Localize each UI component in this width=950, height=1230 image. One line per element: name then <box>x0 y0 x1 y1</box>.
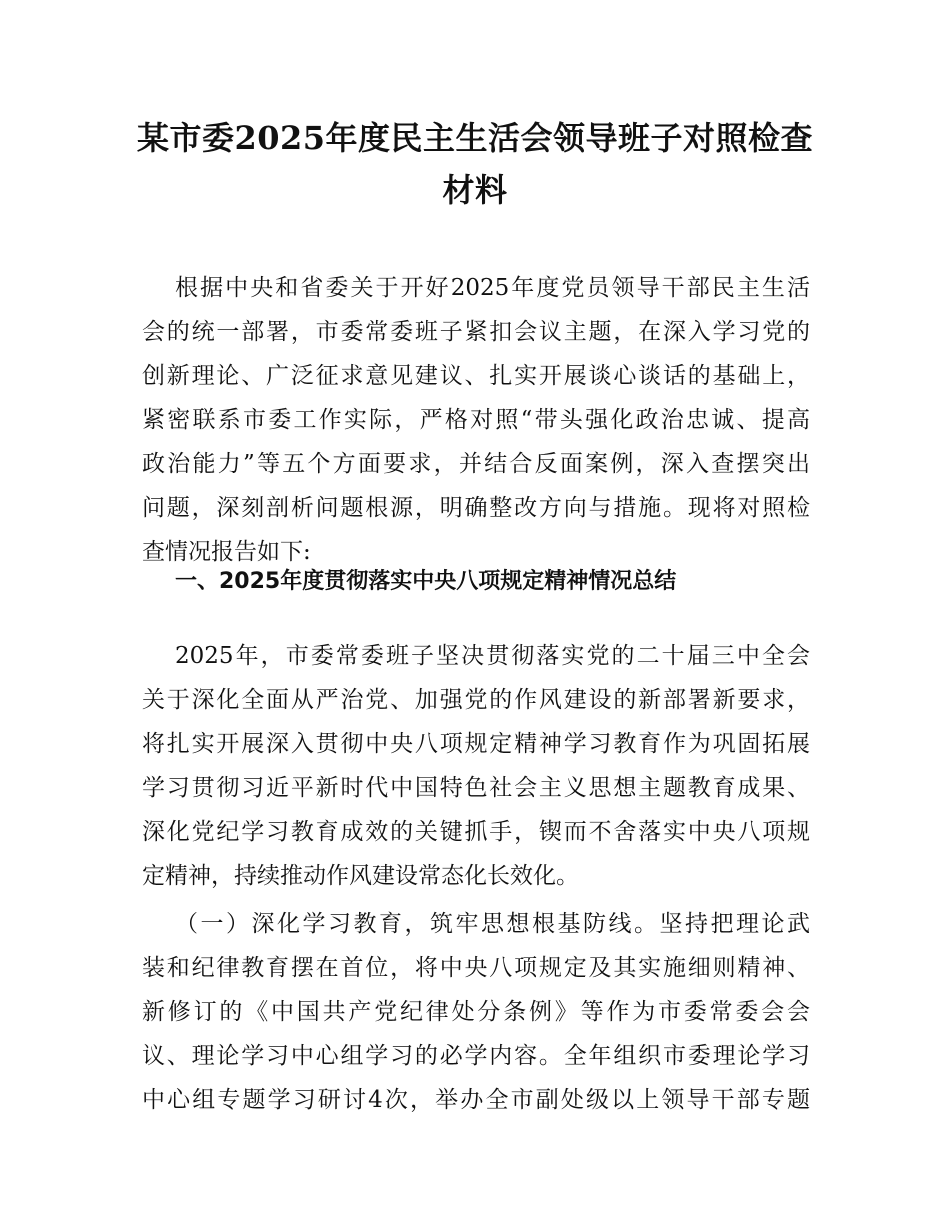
section-1-line-1: 2025年，市委常委班子坚决贯彻落实党的二十届三中全会 <box>175 643 810 669</box>
intro-line-5: 政治能力”等五个方面要求，并结合反面案例，深入查摆突出 <box>142 451 810 477</box>
section-1-line-4: 学习贯彻习近平新时代中国特色社会主义思想主题教育成果、 <box>142 775 810 801</box>
intro-line-7: 查情况报告如下: <box>142 539 311 565</box>
section-1-line-3: 将扎实开展深入贯彻中央八项规定精神学习教育作为巩固拓展 <box>142 731 810 757</box>
intro-line-2: 会的统一部署，市委常委班子紧扣会议主题，在深入学习党的 <box>142 319 810 345</box>
intro-line-1: 根据中央和省委关于开好2025年度党员领导干部民主生活 <box>175 275 810 301</box>
subsection-1-line-2: 装和纪律教育摆在首位，将中央八项规定及其实施细则精神、 <box>142 955 810 981</box>
subsection-1-line-3: 新修订的《中国共产党纪律处分条例》等作为市委常委会会 <box>142 999 810 1025</box>
title-line-1: 某市委2025年度民主生活会领导班子对照检查 <box>136 119 814 157</box>
section-1-heading: 一、2025年度贯彻落实中央八项规定精神情况总结 <box>175 569 677 594</box>
intro-line-6: 问题，深刻剖析问题根源，明确整改方向与措施。现将对照检 <box>142 495 810 521</box>
subsection-1-line-1: （一）深化学习教育，筑牢思想根基防线。坚持把理论武 <box>175 911 810 937</box>
subsection-1-line-4: 议、理论学习中心组学习的必学内容。全年组织市委理论学习 <box>142 1043 810 1069</box>
document-title <box>130 112 820 216</box>
subsection-1-line-5: 中心组专题学习研讨4次，举办全市副处级以上领导干部专题 <box>142 1087 810 1113</box>
section-1-line-5: 深化党纪学习教育成效的关键抓手，锲而不舍落实中央八项规 <box>142 819 810 845</box>
section-1-line-6: 定精神，持续推动作风建设常态化长效化。 <box>142 863 579 889</box>
intro-line-3: 创新理论、广泛征求意见建议、扎实开展谈心谈话的基础上， <box>142 363 810 389</box>
intro-line-4: 紧密联系市委工作实际，严格对照“带头强化政治忠诚、提高 <box>142 407 810 433</box>
section-1-line-2: 关于深化全面从严治党、加强党的作风建设的新部署新要求， <box>142 687 810 713</box>
title-line-2: 材料 <box>442 171 508 209</box>
